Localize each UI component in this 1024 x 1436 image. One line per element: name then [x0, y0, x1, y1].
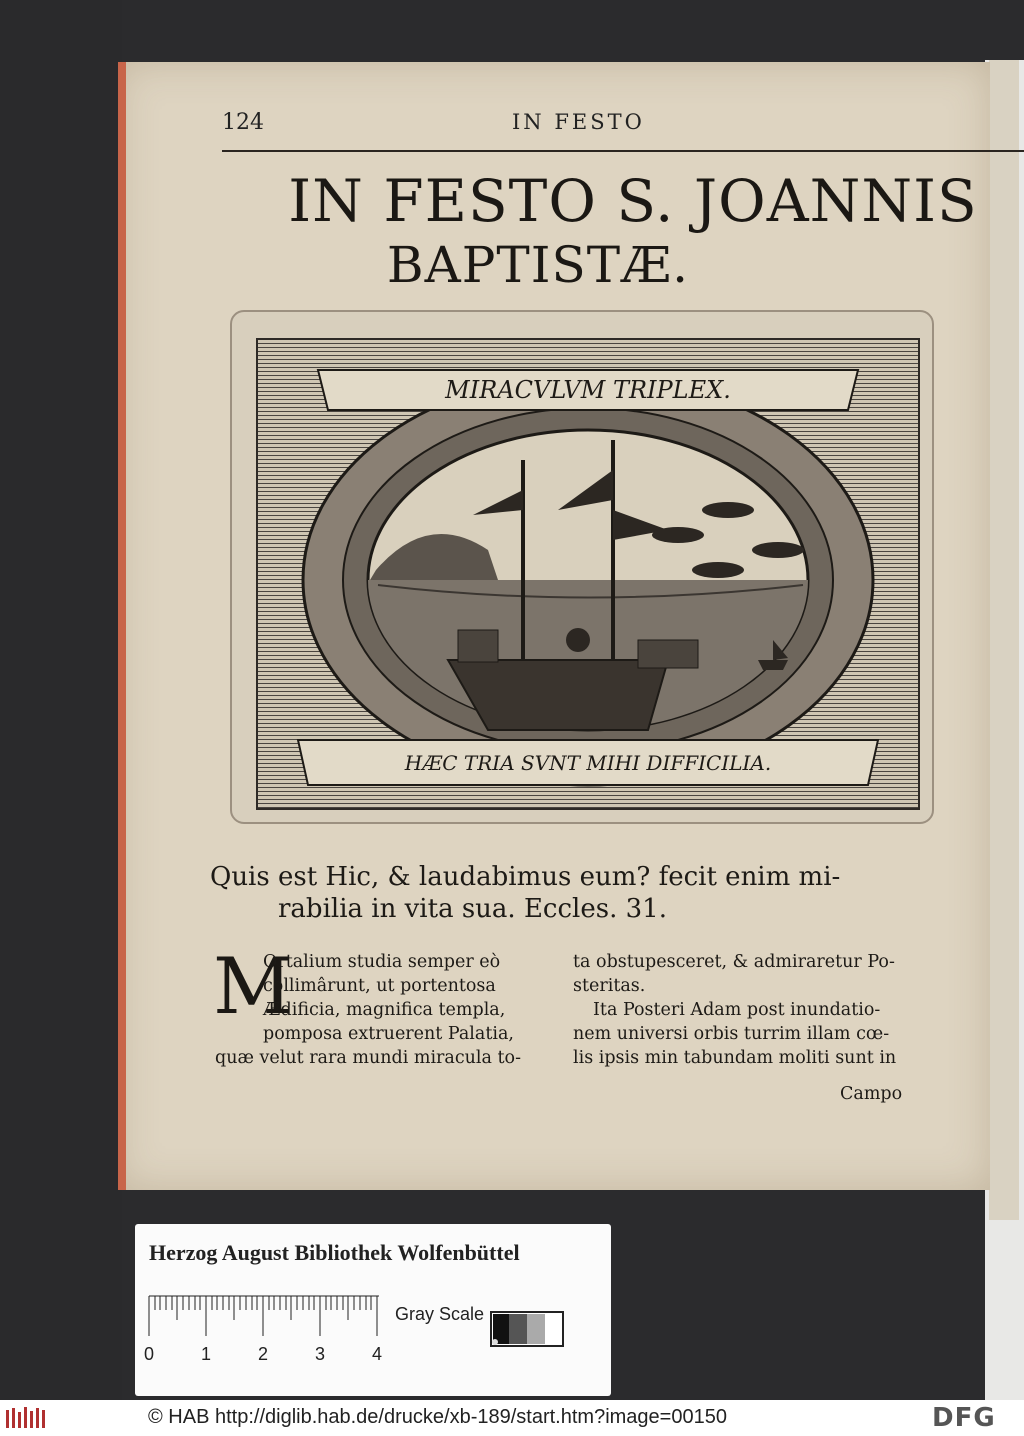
scale-number: 1: [201, 1344, 212, 1364]
drop-capital: M: [213, 942, 293, 1032]
scale-number: 2: [258, 1344, 269, 1364]
text-line: ta obstupesceret, & admiraretur Po-: [573, 952, 895, 972]
text-column-right: [573, 950, 913, 1070]
scanner-background: [0, 0, 122, 1400]
running-title: IN FESTO: [512, 110, 645, 134]
text-line: Ædificia, magnifica templa,: [263, 1000, 506, 1020]
book-page: [118, 62, 990, 1190]
catchword: Campo: [840, 1084, 903, 1104]
viewer-footer: [0, 1400, 1024, 1436]
next-page-edge: [985, 60, 1024, 1400]
text-line: lis ipsis min tabundam moliti sunt in: [573, 1048, 897, 1068]
motto-bottom: HÆC TRIA SVNT MIHI DIFFICILIA.: [404, 751, 772, 775]
scripture-verse-line2: rabilia in vita sua. Eccles. 31.: [278, 894, 667, 924]
page-title-line2: BAPTISTÆ.: [386, 236, 690, 294]
page-number: 124: [222, 110, 264, 135]
header-rule: [222, 150, 1024, 152]
color-reference-card: [135, 1224, 611, 1396]
text-line: Ita Posteri Adam post inundatio-: [593, 1000, 881, 1020]
dfg-logo: DFG: [932, 1403, 996, 1433]
running-head: [222, 110, 1024, 140]
text-line: pomposa extruerent Palatia,: [263, 1024, 514, 1044]
text-line: steritas.: [573, 976, 646, 996]
page-title-line1: IN FESTO S. JOANNIS: [288, 167, 978, 235]
motto-top: MIRACVLVM TRIPLEX.: [445, 376, 731, 404]
text-line: Ortalium studia semper eò: [263, 952, 501, 972]
gray-scale-label: Gray Scale: [395, 1304, 485, 1324]
page-red-edge: [118, 62, 126, 1190]
copyright-url[interactable]: © HAB http://diglib.hab.de/drucke/xb-189/start.htm?image=00150: [148, 1406, 727, 1428]
library-name: Herzog August Bibliothek Wolfenbüttel: [149, 1240, 520, 1265]
text-line: collimârunt, ut portentosa: [263, 976, 496, 996]
text-line: quæ velut rara mundi miracula to-: [215, 1048, 521, 1068]
scripture-verse-line1: Quis est Hic, & laudabimus eum? fecit enim mi-: [210, 862, 841, 892]
text-column-left: [213, 942, 560, 1070]
scale-number: 3: [315, 1344, 326, 1364]
text-line: nem universi orbis turrim illam cœ-: [573, 1024, 890, 1044]
scale-number: 4: [372, 1344, 383, 1364]
scale-number: 0: [144, 1344, 155, 1364]
hab-logo-icon: [4, 1404, 48, 1432]
emblem-engraving: [256, 338, 920, 810]
